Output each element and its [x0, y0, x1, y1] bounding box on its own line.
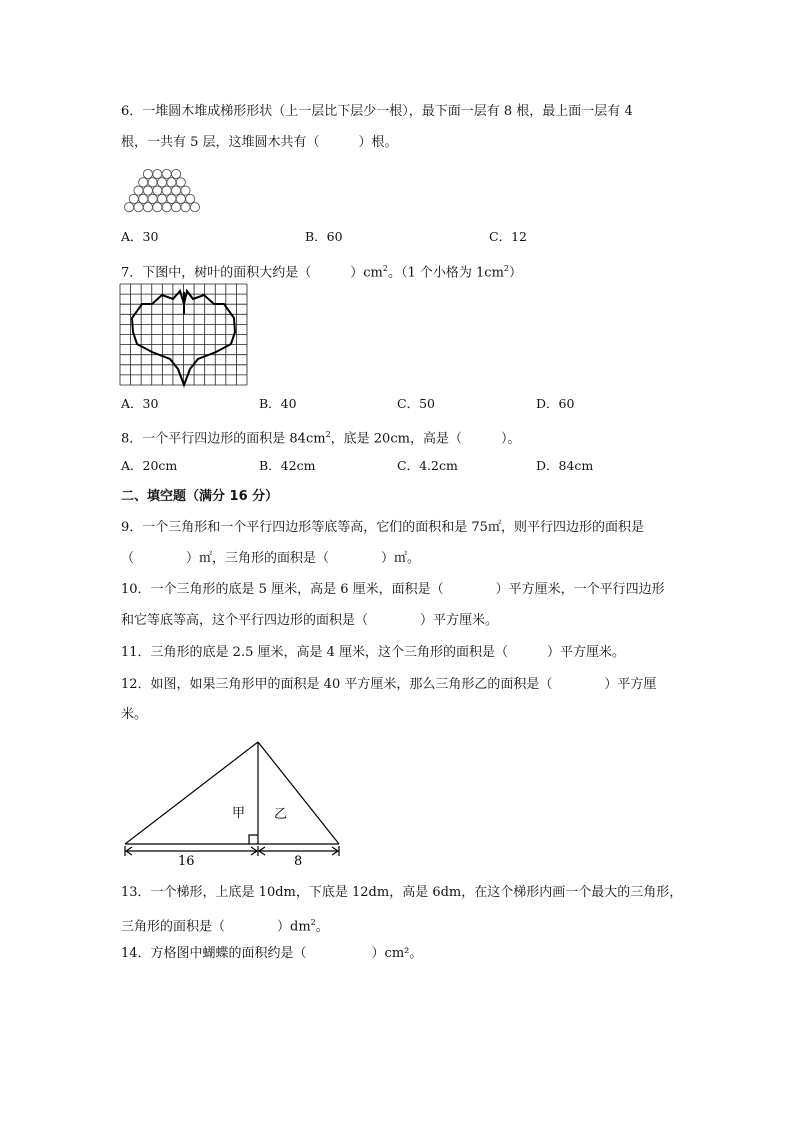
log-circle: [143, 169, 152, 178]
label-jia: 甲: [232, 806, 246, 821]
log-circle: [148, 194, 157, 203]
log-circle: [176, 178, 185, 187]
log-circle: [172, 169, 181, 178]
log-circle: [172, 186, 181, 195]
log-circle: [157, 194, 166, 203]
log-circle: [139, 178, 148, 187]
log-circle: [176, 194, 185, 203]
q10-line1: 10．一个三角形的底是 5 厘米，高是 6 厘米，面积是（ ）平方厘米，一个平行四边形: [121, 582, 665, 597]
q6-line1: 6．一堆圆木堆成梯形形状（上一层比下层少一根），最下面一层有 8 根，最上面一层有 4: [121, 104, 633, 119]
log-circle: [134, 186, 143, 195]
right-angle-mark: [249, 835, 258, 844]
log-circle: [162, 186, 171, 195]
q9-line1: 9．一个三角形和一个平行四边形等底等高，它们的面积和是 75㎡，则平行四边形的面积是: [121, 520, 644, 535]
q8-prefix: 8．一个平行四边形的面积是 84cm: [121, 431, 326, 447]
q6-line2: 根，一共有 5 层，这堆圆木共有（ ）根。: [121, 135, 398, 150]
log-circle: [167, 178, 176, 187]
q12-line2: 米。: [121, 707, 148, 722]
q13-prefix: 三角形的面积是（ ）dm: [121, 919, 311, 935]
q14-line1: 14．方格图中蝴蝶的面积约是（ ）cm²。: [121, 946, 423, 961]
log-circle: [125, 203, 134, 212]
section2-title: 二、填空题（满分 16 分）: [121, 489, 279, 504]
log-circle: [134, 203, 143, 212]
label-yi: 乙: [274, 807, 288, 822]
log-circle: [162, 169, 171, 178]
triangle-left-side: [125, 742, 258, 844]
log-circle: [153, 203, 162, 212]
q13-line1: 13．一个梯形，上底是 10dm，下底是 12dm，高是 6dm，在这个梯形内画一个最大的三角形，: [121, 885, 683, 900]
q8-sup: 2: [325, 430, 331, 439]
q6-option-c[interactable]: C．12: [489, 229, 527, 244]
log-circle: [167, 194, 176, 203]
q8-option-d[interactable]: D．84cm: [536, 458, 594, 473]
log-pile-figure: [120, 168, 205, 214]
q7-option-c[interactable]: C．50: [397, 396, 435, 411]
log-circle: [181, 203, 190, 212]
log-circle: [153, 186, 162, 195]
log-circle: [172, 203, 181, 212]
q7-option-a[interactable]: A．30: [121, 396, 159, 411]
log-circle: [143, 186, 152, 195]
q7-sup1: 2: [382, 264, 388, 273]
label-base-right: 8: [294, 854, 303, 869]
log-circle: [181, 186, 190, 195]
q8-suffix: ，底是 20cm，高是（ ）。: [330, 431, 521, 447]
q6-option-a[interactable]: A．30: [121, 229, 159, 244]
log-circle: [143, 203, 152, 212]
q8-line: [121, 426, 520, 448]
q8-option-a[interactable]: A．20cm: [121, 458, 178, 473]
q8-option-c[interactable]: C．4.2cm: [397, 458, 458, 473]
q7-suffix: ）: [509, 265, 523, 281]
q13-line2: [121, 914, 329, 936]
q7-option-d[interactable]: D．60: [536, 396, 575, 411]
log-circle: [153, 169, 162, 178]
triangle-right-side: [258, 742, 339, 844]
q7-prefix: 7．下图中，树叶的面积大约是（ ）cm: [121, 265, 383, 281]
log-circle: [162, 203, 171, 212]
q10-line2: 和它等底等高，这个平行四边形的面积是（ ）平方厘米。: [121, 613, 499, 628]
q12-line1: 12．如图，如果三角形甲的面积是 40 平方厘米，那么三角形乙的面积是（ ）平方厘: [121, 677, 657, 692]
q11-line1: 11．三角形的底是 2.5 厘米，高是 4 厘米，这个三角形的面积是（ ）平方厘米。: [121, 645, 626, 660]
q13-suffix: 。: [315, 919, 329, 935]
log-circle: [157, 178, 166, 187]
q13-sup: 2: [310, 918, 316, 927]
q7-line: [121, 260, 522, 282]
triangle-figure: [118, 736, 348, 870]
q8-option-b[interactable]: B．42cm: [259, 458, 316, 473]
leaf-grid-figure: [120, 284, 247, 385]
log-circle: [186, 194, 195, 203]
log-circle: [139, 194, 148, 203]
q7-option-b[interactable]: B．40: [259, 396, 297, 411]
q9-line2: （ ）㎡，三角形的面积是（ ）㎡。: [121, 551, 421, 566]
q7-sup2: 2: [503, 264, 509, 273]
q6-option-b[interactable]: B．60: [305, 229, 343, 244]
log-circle: [190, 203, 199, 212]
q7-mid: 。（1 个小格为 1cm: [387, 265, 504, 281]
log-circle: [148, 178, 157, 187]
log-circle: [129, 194, 138, 203]
label-base-left: 16: [178, 854, 195, 869]
